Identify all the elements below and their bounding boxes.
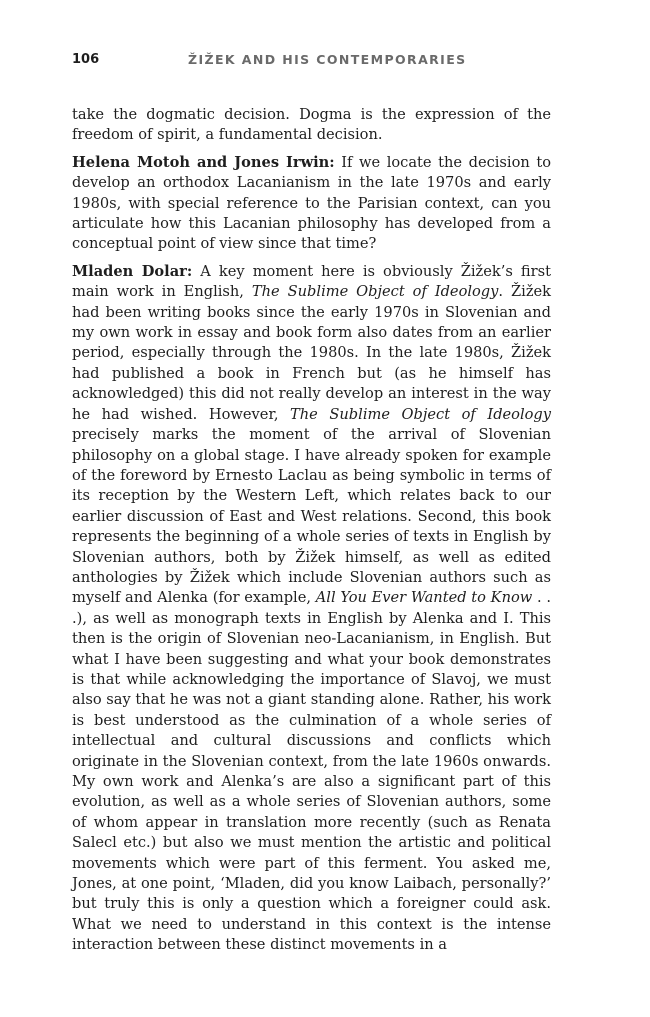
- answer-text: precisely marks the moment of the arrival of Slovenian philosophy on a global stage. I have already spoken for example of the foreword by Ernesto Laclau as being symbolic in terms of its reception by the Western Left, which relates back to our earlier discussion of East and West relations. Second, this book represents the beginning of a whole series of texts in English by Slovenian authors, both by Žižek himself, as well as edited anthologies by Žižek which include Slovenian authors such as myself and Alenka (for example,: [72, 426, 551, 607]
- question-text: If we locate the decision to develop an orthodox Lacanianism in the late 1970s and early 1980s, with special reference to the Parisian context, can you articulate how this Lacanian philosophy has developed from a conceptual point of view since that time?: [72, 153, 552, 253]
- page-number: 106: [72, 52, 100, 67]
- book-title: All You Ever Wanted to Know: [315, 589, 533, 607]
- question-paragraph: [72, 153, 551, 255]
- book-title: The Sublime Object of Ideology: [290, 405, 551, 423]
- answer-paragraph: [72, 262, 551, 956]
- running-title: ŽIŽEK AND HIS CONTEMPORARIES: [188, 52, 467, 67]
- answer-text: . . .), as well as monograph texts in English by Alenka and I. This then is the origin of Slovenian neo-Lacanianism, in English. But what I have been suggesting and what your book demonstrates is that while acknowledging the importance of Slavoj, we must also say that he was not a giant standing alone. Rather, his work is best understood as the culmination of a whole series of intellectual and cultural discussions and conflicts which originate in the Slovenian context, from the late 1960s onwards. My own work and Alenka’s are also a significant part of this evolution, as well as a whole series of Slovenian authors, some of whom appear in translation more recently (such as Renata Salecl etc.) but also we must mention the artistic and political movements which were part of this ferment. You asked me, Jones, at one point, ‘Mladen, did you know Laibach, personally?’ but truly this is only a question which a foreigner could ask. What we need to understand in this context is the intense interaction between these distinct movements in a: [72, 589, 551, 954]
- body-text: [72, 105, 551, 963]
- running-header: [72, 52, 562, 72]
- book-title: The Sublime Object of Ideology: [251, 283, 499, 301]
- paragraph: [72, 105, 551, 146]
- speaker-name: Helena Motoh and Jones Irwin:: [72, 153, 335, 171]
- answer-text: . Žižek had been writing books since the early 1970s in Slovenian and my own work in essay and book form also dates from an earlier period, especially through the 1980s. In the late 1980s, Žižek had published a book in French but (as he himself has acknowledged) this did not really develop an interest in the way he had wished. However,: [72, 283, 551, 423]
- paragraph-text: take the dogmatic decision. Dogma is the expression of the freedom of spirit, a fundamental decision.: [72, 106, 551, 144]
- speaker-name: Mladen Dolar:: [72, 262, 193, 280]
- answer-text: A key moment here is obviously Žižek’s first main work in English,: [72, 262, 551, 301]
